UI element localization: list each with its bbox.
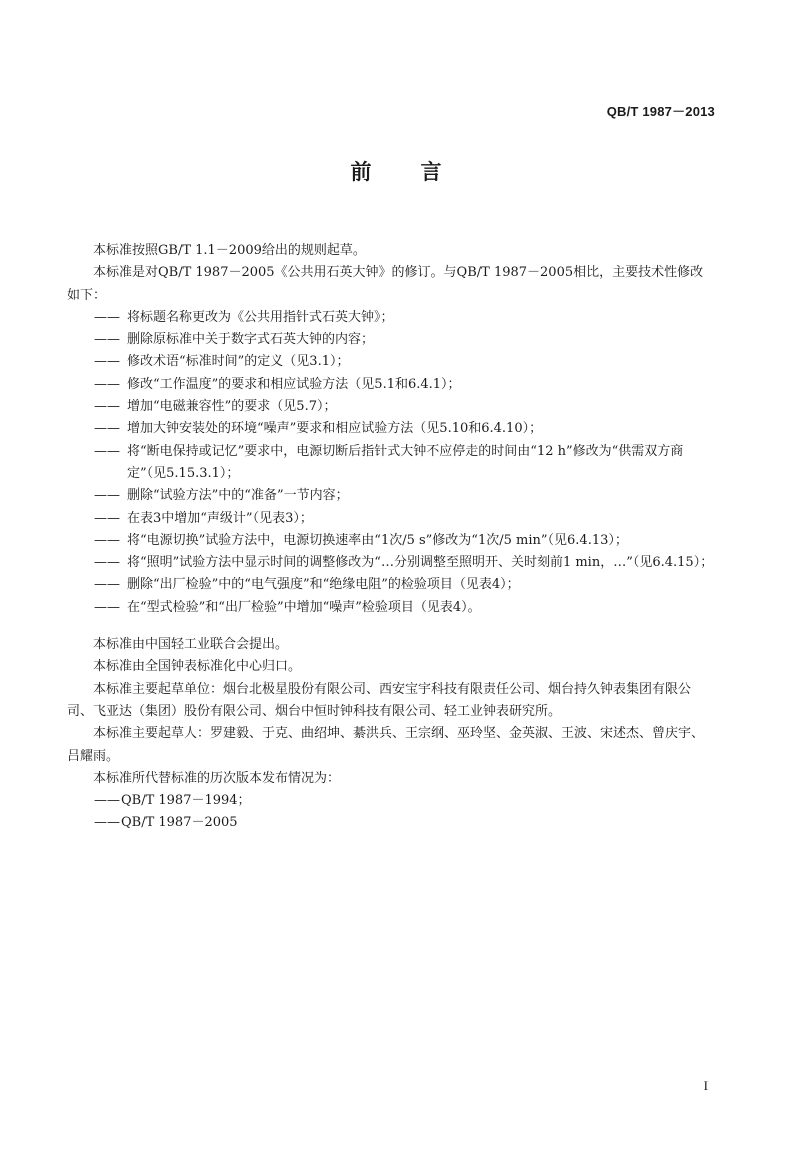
proposer-paragraph: 本标准由中国轻工业联合会提出。: [93, 637, 289, 653]
history-list: [67, 790, 715, 835]
list-item-text: 修改术语“标准时间”的定义（见3.1）；: [127, 354, 350, 370]
list-item-text: QB/T 1987－1994；: [121, 793, 251, 809]
list-item-text: 删除“出厂检验”中的“电气强度”和“绝缘电阻”的检验项目（见表4）；: [127, 577, 520, 593]
list-item-text: 将“电源切换”试验方法中，电源切换速率由“1次/5 s”修改为“1次/5 min”（见6.4.13）；: [127, 532, 628, 548]
list-item-text: 在“型式检验”和“出厂检验”中增加“噪声”检验项目（见表4）。: [127, 599, 481, 615]
list-item-text: 删除原标准中关于数字式石英大钟的内容；: [127, 332, 375, 348]
list-item: [67, 508, 715, 530]
list-item: [67, 485, 715, 507]
list-item: [67, 790, 715, 812]
dash-marker: ——: [94, 532, 120, 548]
dash-marker: ——: [94, 599, 120, 615]
custodian-paragraph: 本标准由全国钟表标准化中心归口。: [93, 659, 302, 675]
dash-marker: ——: [94, 488, 120, 504]
dash-marker: ——: [94, 577, 120, 593]
list-item: [67, 552, 715, 574]
dash-marker: ——: [94, 332, 120, 348]
page-title: 前 言: [350, 160, 456, 184]
list-item: [67, 307, 715, 329]
list-item-text: 修改“工作温度”的要求和相应试验方法（见5.1和6.4.1）；: [127, 376, 461, 392]
list-item-text: 增加“电磁兼容性”的要求（见5.7）；: [127, 399, 337, 415]
list-item-text: QB/T 1987－2005: [121, 815, 238, 831]
list-item: [67, 597, 715, 619]
document-body: [67, 240, 715, 835]
list-item-text: 删除“试验方法”中的“准备”一节内容；: [127, 488, 349, 504]
list-item: [67, 418, 715, 440]
drafters-paragraph: 本标准主要起草人：罗建毅、于克、曲绍坤、綦洪兵、王宗纲、巫玲坚、金英淑、王波、宋述杰、曾庆宇、吕耀雨。: [67, 726, 705, 764]
list-item: [67, 351, 715, 373]
dash-marker: ——: [94, 376, 120, 392]
dash-marker: ——: [94, 399, 120, 415]
list-item: [67, 441, 715, 486]
changes-list: [67, 307, 715, 619]
dash-marker: ——: [94, 421, 120, 437]
dash-marker: ——: [94, 815, 120, 831]
list-item: [67, 530, 715, 552]
list-item-text: 将“断电保持或记忆”要求中，电源切断后指针式大钟不应停走的时间由“12 h”修改为“供需双方商定”（见5.15.3.1）；: [127, 443, 684, 481]
dash-marker: ——: [94, 309, 120, 325]
dash-marker: ——: [94, 354, 120, 370]
list-item: [67, 374, 715, 396]
list-item: [67, 812, 715, 834]
intro-paragraph: 本标准是对QB/T 1987－2005《公共用石英大钟》的修订。与QB/T 1987－2005相比，主要技术性修改如下：: [67, 265, 704, 303]
dash-marker: ——: [94, 510, 120, 526]
list-item: [67, 574, 715, 596]
list-item-text: 在表3中增加“声级计”（见表3）；: [127, 510, 313, 526]
list-item-text: 将“照明”试验方法中显示时间的调整修改为“…分别调整至照明开、关时刻前1 min，…”（见6.4.15）；: [127, 555, 714, 571]
dash-marker: ——: [94, 555, 120, 571]
drafting-units-paragraph: 本标准主要起草单位：烟台北极星股份有限公司、西安宝宇科技有限责任公司、烟台持久钟表集团有限公司、飞亚达（集团）股份有限公司、烟台中恒时钟科技有限公司、轻工业钟表研究所。: [67, 681, 692, 719]
dash-marker: ——: [94, 443, 120, 459]
list-item-text: 将标题名称更改为《公共用指针式石英大钟》；: [127, 309, 394, 325]
list-item-text: 增加大钟安装处的环境“噪声”要求和相应试验方法（见5.10和6.4.10）；: [127, 421, 543, 437]
list-item: [67, 396, 715, 418]
intro-paragraph: 本标准按照GB/T 1.1－2009给出的规则起草。: [93, 243, 366, 258]
history-intro-paragraph: 本标准所代替标准的历次版本发布情况为：: [93, 770, 341, 786]
dash-marker: ——: [94, 793, 120, 809]
page-number: I: [703, 1078, 708, 1093]
standard-code: QB/T 1987－2013: [606, 104, 715, 119]
list-item: [67, 329, 715, 351]
